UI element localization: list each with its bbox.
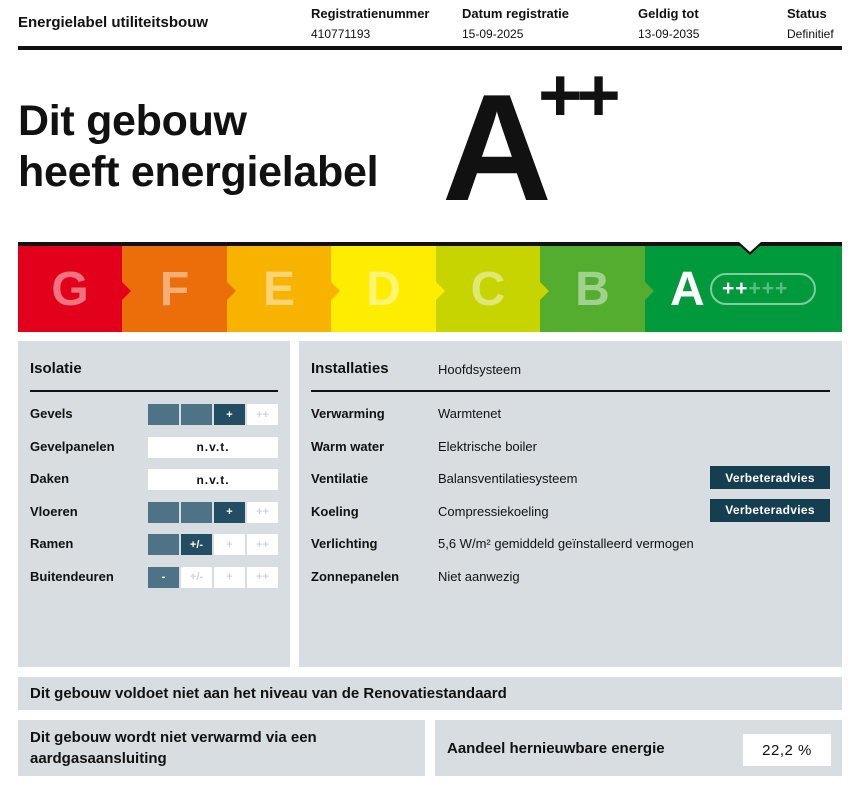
scale-letter-g: G [51,262,89,316]
scale-arrow [436,282,445,300]
scale-segment-a-active [645,246,842,332]
isolatie-rating-cell: +/- [181,567,212,588]
scale-letter-e: E [262,262,295,316]
isolatie-rating-cell [148,502,179,523]
isolatie-rating-cell: ++ [247,567,278,588]
registration-date-value: 15-09-2025 [462,27,524,41]
valid-until-label: Geldig tot [638,6,699,21]
scale-letter-c: C [470,262,506,316]
scale-segment-g [18,246,122,332]
registration-number-label: Registratienummer [311,6,430,21]
isolatie-rating-cells [148,437,278,458]
isolatie-rating-na: n.v.t. [148,469,278,490]
document-header [18,0,842,52]
scale-arrow [540,282,549,300]
isolatie-panel [18,341,290,667]
isolatie-title: Isolatie [30,360,82,377]
plus-rating-achieved: ++ [722,277,749,300]
renovatie-notice-text: Dit gebouw voldoet niet aan het niveau van de Renovatiestandaard [30,685,507,702]
energy-label-scale [18,242,842,332]
installatie-row-label: Ventilatie [311,471,369,486]
installatie-row-value: 5,6 W/m² gemiddeld geïnstalleerd vermogen [438,536,694,551]
scale-segment-e [227,246,331,332]
isolatie-rating-cell: + [214,567,245,588]
isolatie-rating-cell: +/- [181,534,212,555]
scale-letter-b: B [575,262,610,316]
installatie-row-label: Verlichting [311,536,378,551]
energy-label-plus: ++ [538,53,615,138]
isolatie-rating-cell: ++ [247,534,278,555]
isolatie-row-label: Vloeren [30,503,78,519]
scale-arrow [227,282,236,300]
headline [18,96,378,198]
registration-date-label: Datum registratie [462,6,569,21]
verbeteradvies-button[interactable]: Verbeteradvies [710,466,830,489]
isolatie-rating-cells [148,567,278,588]
installatie-row-value: Warmtenet [438,406,502,421]
headline-line-1: Dit gebouw [18,97,247,145]
installatie-row-value: Niet aanwezig [438,568,520,584]
installaties-panel [299,341,842,667]
energy-label-large [442,53,642,233]
installatie-row-value: Compressiekoeling [438,503,549,519]
installatie-row-value: Elektrische boiler [438,438,537,454]
document-title: Energielabel utiliteitsbouw [18,14,209,31]
verbeteradvies-button[interactable]: Verbeteradvies [710,499,830,522]
installatie-row-value: Balansventilatiesysteem [438,471,578,486]
status-block [787,6,834,41]
isolatie-rating-cells [148,469,278,490]
header-divider [18,46,842,50]
isolatie-rating-cell: + [214,502,245,523]
scale-segment-d [331,246,436,332]
installatie-row-label: Koeling [311,503,359,519]
current-label-pointer-inner [739,242,761,252]
installaties-rule [311,390,830,392]
isolatie-rating-cells [148,404,278,425]
isolatie-rating-cells [148,502,278,523]
scale-letter-d: D [366,262,401,316]
isolatie-rating-cell [148,534,179,555]
renewable-share-block [435,720,842,776]
registration-number-block [311,6,429,41]
isolatie-rating-cell: - [148,567,179,588]
isolatie-row-label: Daken [30,471,70,486]
installaties-subtitle: Hoofdsysteem [438,362,522,377]
isolatie-row-label: Ramen [30,536,74,551]
isolatie-rating-cell: ++ [247,404,278,425]
isolatie-rule [30,390,278,392]
plus-rating-remaining: +++ [748,277,789,300]
isolatie-rating-cells [148,534,278,555]
aardgas-notice [18,720,425,776]
isolatie-rating-cell: + [214,534,245,555]
isolatie-rating-cell [181,404,212,425]
status-value: Definitief [787,27,834,41]
scale-segment-c [436,246,540,332]
isolatie-rating-cell [181,502,212,523]
plus-rating-pill [710,273,816,305]
aardgas-notice-text: Dit gebouw wordt niet verwarmd via een aardgasaansluiting [30,729,317,767]
installatie-row-label: Zonnepanelen [311,568,400,584]
isolatie-row-label: Buitendeuren [30,568,114,584]
isolatie-rating-cell: ++ [247,502,278,523]
isolatie-rating-cell: + [214,404,245,425]
scale-arrow [645,282,654,300]
registration-number-value: 410771193 [311,27,371,41]
registration-date-block [462,6,569,41]
valid-until-value: 13-09-2035 [638,27,700,41]
isolatie-row-label: Gevels [30,406,73,421]
valid-until-block [638,6,699,41]
status-label: Status [787,6,827,21]
energy-label-letter: A [442,63,548,233]
isolatie-rating-na: n.v.t. [148,437,278,458]
scale-segment-b [540,246,645,332]
isolatie-rating-cell [148,404,179,425]
scale-arrow [122,282,131,300]
scale-segment-f [122,246,227,332]
scale-letter-a: A [670,263,705,316]
isolatie-row-label: Gevelpanelen [30,438,115,454]
renewable-share-value: 22,2 % [743,734,831,766]
renovatie-notice [18,677,842,710]
scale-letter-f: F [159,262,190,316]
renewable-share-label: Aandeel hernieuwbare energie [447,740,665,757]
installatie-row-label: Verwarming [311,406,385,421]
installatie-row-label: Warm water [311,438,385,454]
installaties-title: Installaties [311,360,389,377]
scale-arrow [331,282,340,300]
headline-line-2: heeft energielabel [18,148,379,196]
